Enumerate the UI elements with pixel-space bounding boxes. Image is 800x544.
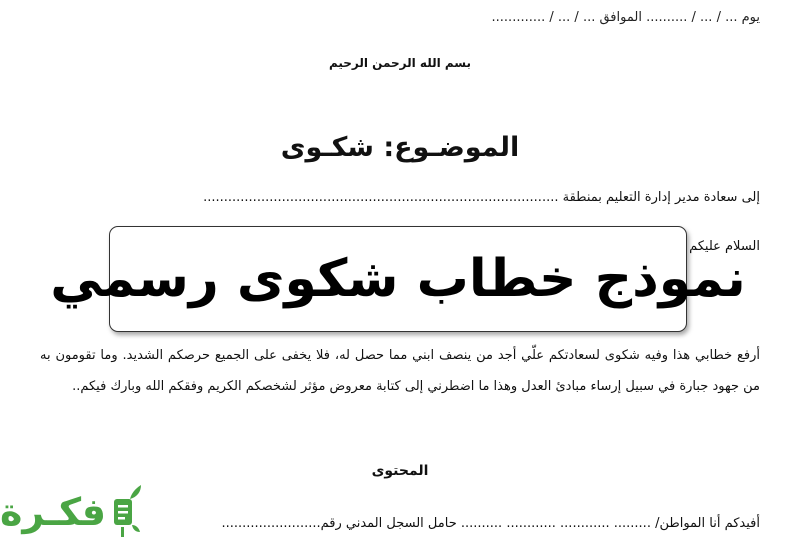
logo-text: فكـرة xyxy=(0,490,107,534)
letter-greeting: السلام عليكم xyxy=(689,239,760,254)
letter-addressee: إلى سعادة مدير إدارة التعليم بمنطقة ...................................................................................... xyxy=(203,190,760,205)
basmala: بسم الله الرحمن الرحيم xyxy=(328,56,472,70)
citizen-line: أفيدكم أنا المواطن/ ......... ............ ............ .......... حامل السجل المدني رقم........................ xyxy=(221,516,760,531)
letter-body: أرفع خطابي هذا وفيه شكوى لسعادتكم علّي أجد من ينصف ابني مما حصل له، فلا يخفى على الجميع حرصكم الشديد. وما تقومون به من جهود جبارة في سبيل إرساء مبادئ العدل وهذا ما اضطرني إلى كتابة معروض مؤثر لشخصكم الكريم وفقكم الله وبارك فيكم.. xyxy=(40,348,760,394)
letter-subject: الموضـوع: شكـوى xyxy=(280,132,520,163)
site-logo xyxy=(0,480,160,544)
date-line: يوم ... / ... / .......... الموافق ... / ... / ............. xyxy=(491,10,760,25)
banner-title: نموذج خطاب شكوى رسمي xyxy=(50,249,746,309)
document-leaf-icon xyxy=(108,483,142,541)
content-heading: المحتوى xyxy=(371,463,429,479)
